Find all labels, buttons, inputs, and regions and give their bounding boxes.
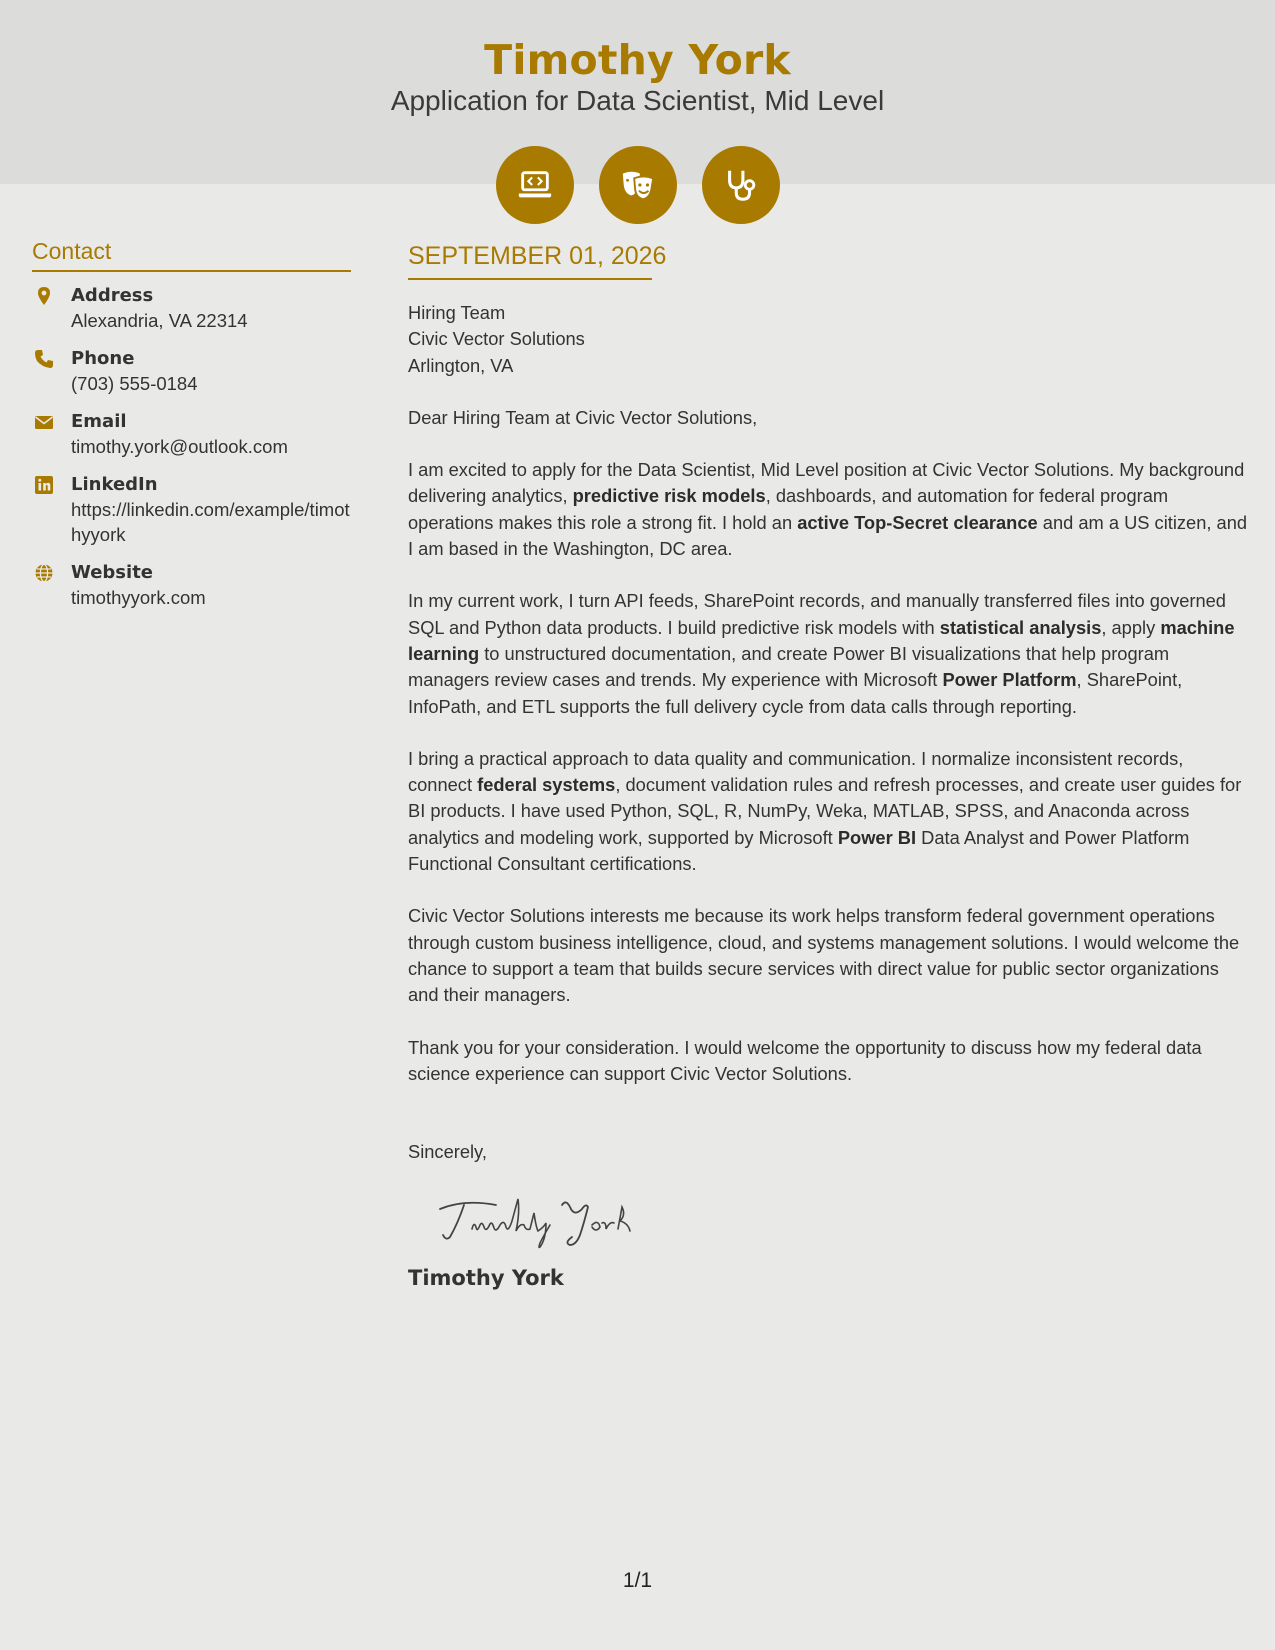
paragraph-4: Civic Vector Solutions interests me because its work helps transform federal government operations through custom business intelligence, cloud, and systems management solutions. I would welcome the chance to support a team that builds secure services with direct value for public sector organizations and their managers. <box>408 905 1240 1006</box>
closing: Sincerely, <box>408 1141 487 1163</box>
linkedin-link[interactable]: https://linkedin.com/example/timothyyork <box>71 499 350 545</box>
contact-email <box>32 410 352 459</box>
contact-list <box>32 284 352 624</box>
phone-value: (703) 555-0184 <box>71 373 198 394</box>
contact-label: LinkedIn <box>71 474 158 495</box>
laptop-code-icon <box>496 146 574 224</box>
paragraph-3: I bring a practical approach to data quality and communication. I normalize inconsistent records, connect federal systems, document validation rules and refresh processes, and create user guides for BI products. I have used Python, SQL, R, NumPy, Weka, MATLAB, SPSS, and Anaconda across analytics and modeling work, supported by Microsoft Power BI Data Analyst and Power Platform Functional Consultant certifications. <box>408 747 1242 875</box>
email-link[interactable]: timothy.york@outlook.com <box>71 436 288 457</box>
linkedin-icon <box>34 475 54 495</box>
contact-heading: Contact <box>32 238 112 264</box>
paragraph-5: Thank you for your consideration. I would welcome the opportunity to discuss how my federal data science experience can support Civic Vector Solutions. <box>408 1036 1202 1084</box>
theater-masks-icon <box>599 146 677 224</box>
interest-icons <box>496 146 780 224</box>
contact-label: Website <box>71 562 154 583</box>
recipient-block <box>408 300 1248 379</box>
recipient-line: Civic Vector Solutions <box>408 328 585 350</box>
applicant-name: Timothy York <box>484 36 791 84</box>
contact-divider <box>32 270 351 272</box>
salutation: Dear Hiring Team at Civic Vector Solutions, <box>408 406 758 428</box>
paragraph-2: In my current work, I turn API feeds, SharePoint records, and manually transferred files into governed SQL and Python data products. I build predictive risk models with statistical analysis, apply machine learning to unstructured documentation, and create Power BI visualizations that help program managers review cases and trends. My experience with Microsoft Power Platform, SharePoint, InfoPath, and ETL supports the full delivery cycle from data calls through reporting. <box>408 590 1235 717</box>
contact-linkedin <box>32 473 352 547</box>
contact-label: Email <box>71 411 127 432</box>
envelope-icon <box>34 412 54 432</box>
letter-date: SEPTEMBER 01, 2026 <box>408 242 667 270</box>
contact-label: Phone <box>71 348 135 369</box>
date-divider <box>408 278 652 280</box>
signer-name: Timothy York <box>408 1266 564 1291</box>
paragraph-1: I am excited to apply for the Data Scientist, Mid Level position at Civic Vector Solutions. My background delivering analytics, predictive risk models, dashboards, and automation for federal program operations makes this role a strong fit. I hold an active Top-Secret clearance and am a US citizen, and I am based in the Washington, DC area. <box>408 459 1248 560</box>
contact-website <box>32 561 352 610</box>
page-number: 1/1 <box>622 1569 653 1592</box>
globe-icon <box>34 563 54 583</box>
map-pin-icon <box>34 286 54 306</box>
address-value: Alexandria, VA 22314 <box>71 310 248 331</box>
website-link[interactable]: timothyyork.com <box>71 587 206 608</box>
handwritten-signature <box>434 1191 674 1251</box>
letter-body <box>408 300 1248 1292</box>
contact-label: Address <box>71 285 154 306</box>
recipient-line: Hiring Team <box>408 302 506 323</box>
contact-address <box>32 284 352 333</box>
phone-icon <box>34 349 54 369</box>
contact-phone <box>32 347 352 396</box>
application-subtitle: Application for Data Scientist, Mid Level <box>390 85 885 116</box>
recipient-line: Arlington, VA <box>408 354 514 376</box>
stethoscope-icon <box>702 146 780 224</box>
